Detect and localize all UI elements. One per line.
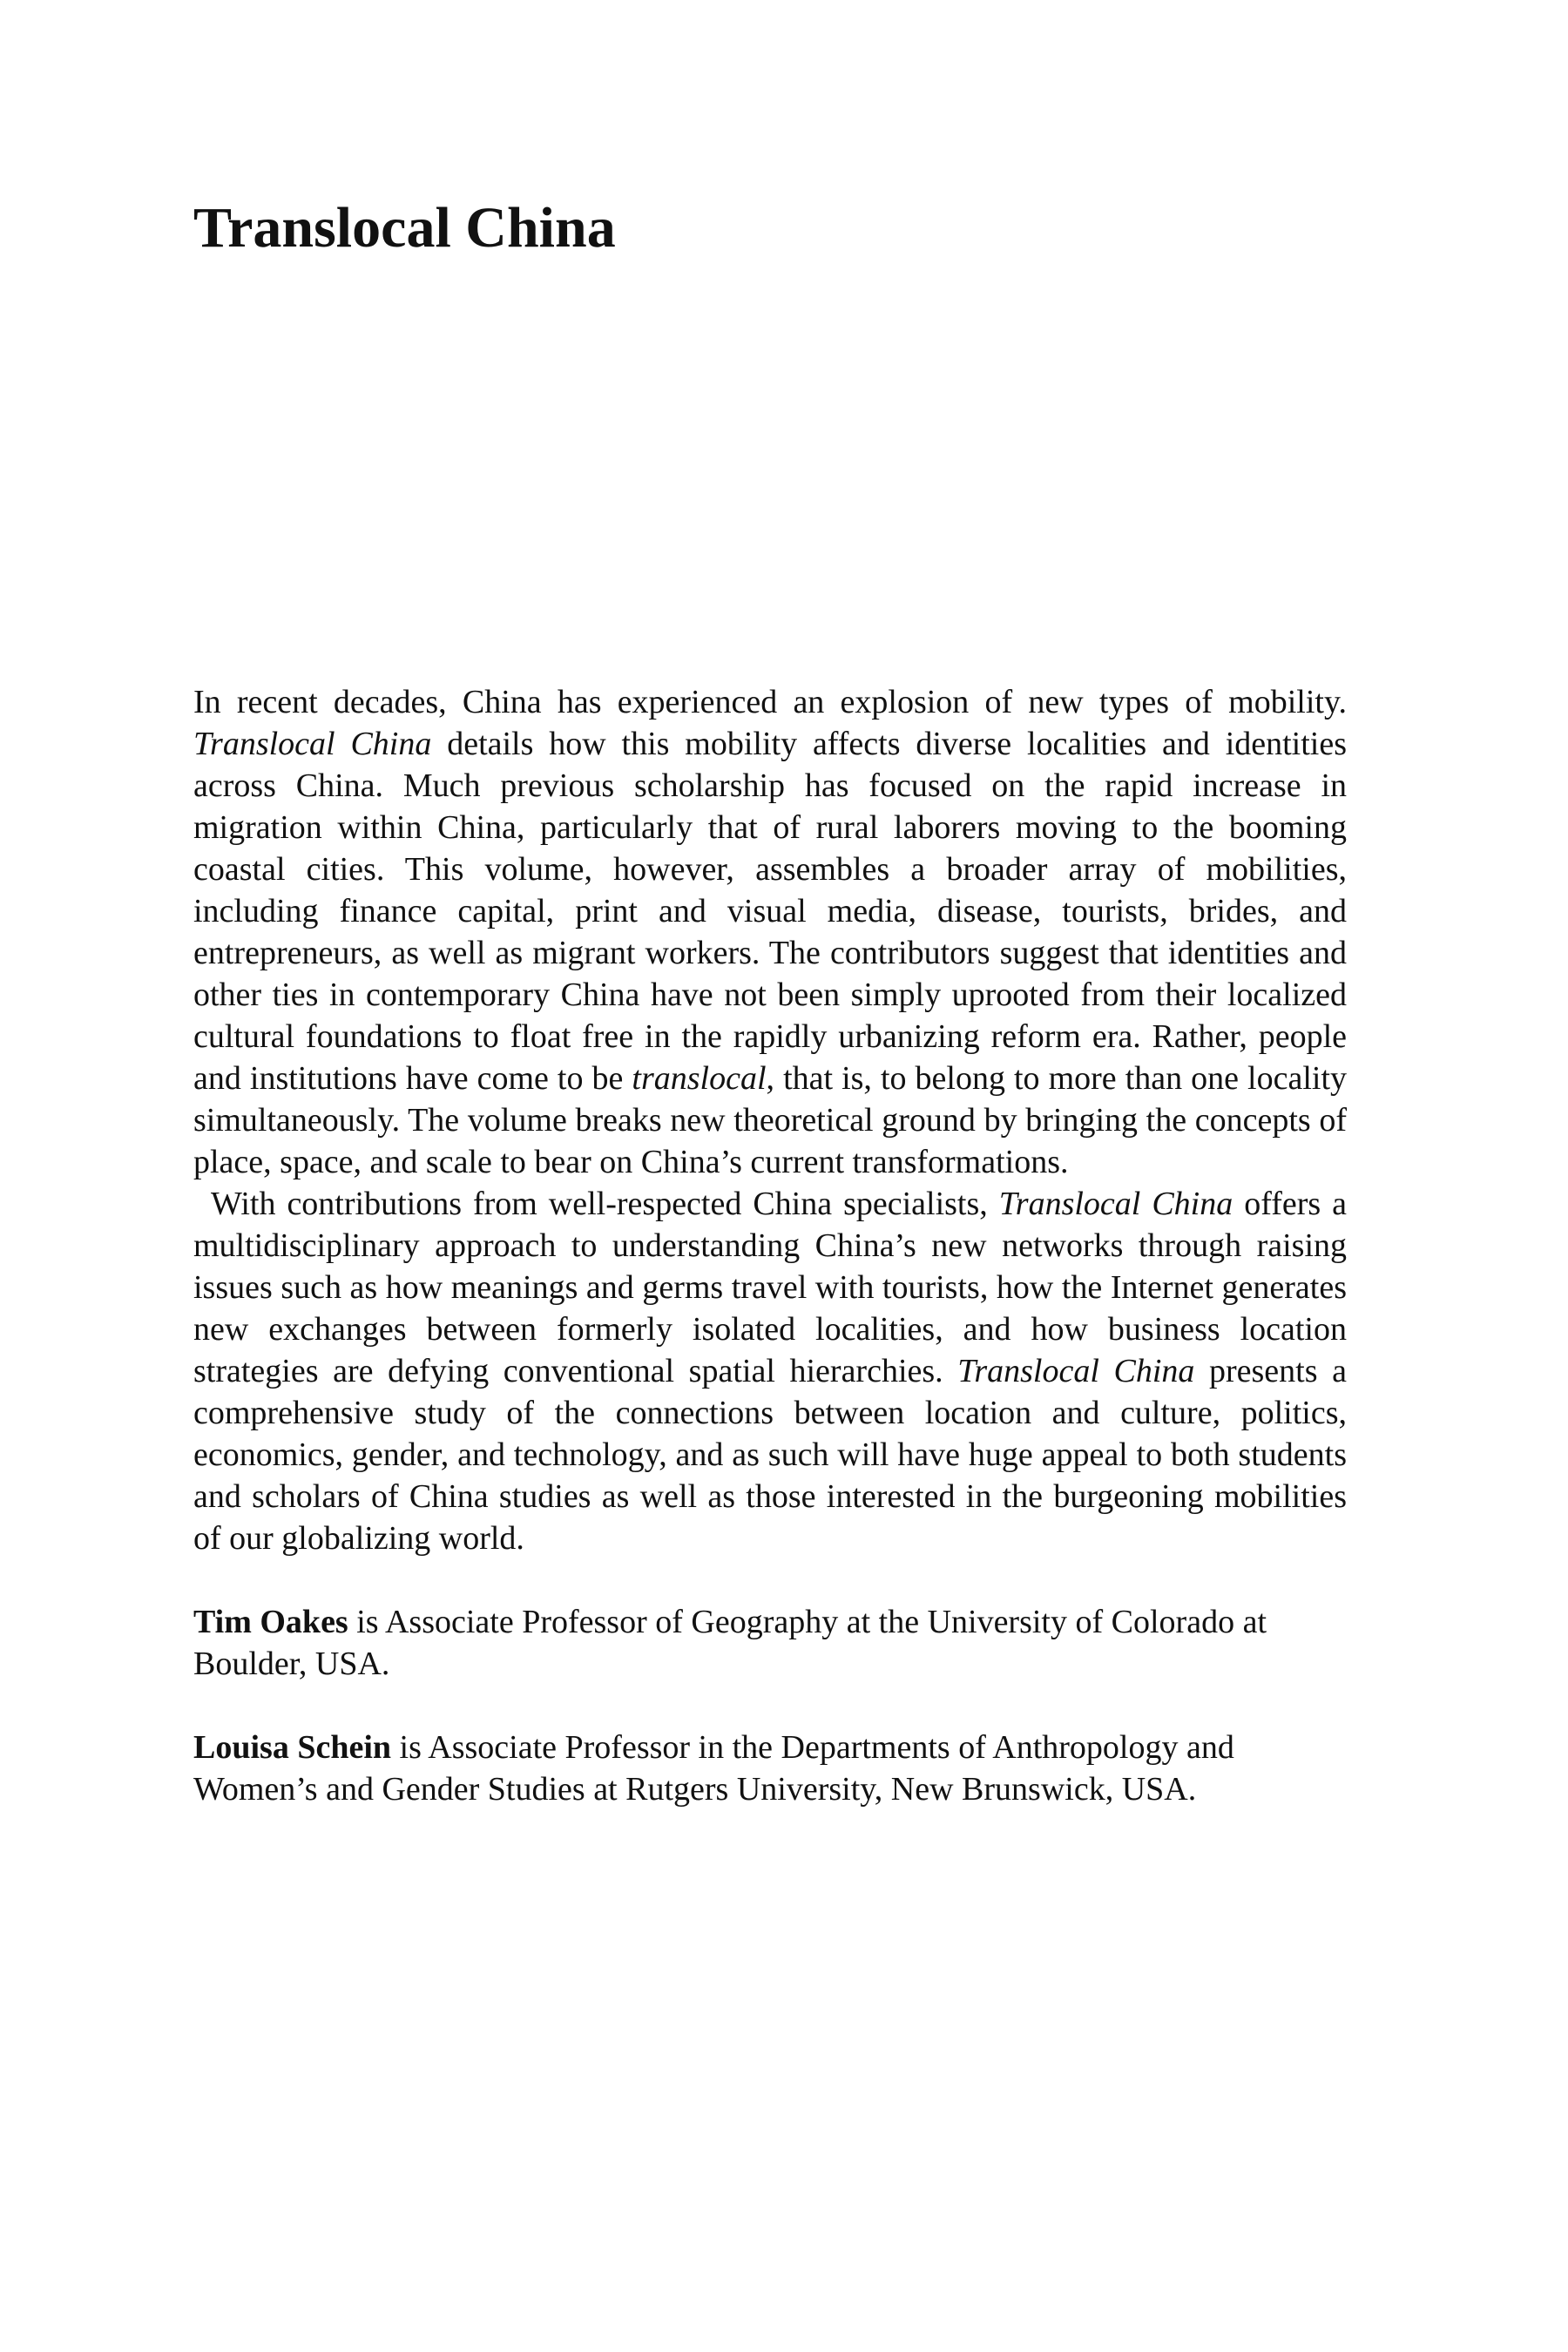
author-bio-text: is Associate Professor in the Departments of Anthropology and Women’s and Gender Studies at Rutgers University, New Brunswick, USA.: [193, 1729, 1234, 1808]
paragraph-1-start: In recent decades, China has experienced an explosion of new types of mobility.: [193, 684, 1347, 720]
book-title-italic: Translocal China: [957, 1353, 1195, 1389]
description-paragraph-1: [193, 681, 1347, 1183]
book-title-italic: Translocal China: [998, 1186, 1233, 1222]
description-block: [193, 681, 1347, 1810]
translocal-term: translocal: [632, 1060, 767, 1097]
author-bio-1: [193, 1601, 1347, 1685]
author-bio-text: is Associate Professor of Geography at the University of Colorado at Boulder, USA.: [193, 1604, 1267, 1682]
description-paragraph-2: [193, 1183, 1347, 1559]
paragraph-1-end: , that is, to belong to more than one locality simultaneously. The volume breaks new theoretical ground by bringing the concepts of place, space, and scale to bear on China’s current transformations.: [193, 1060, 1348, 1180]
paragraph-2-middle: offers a multidisciplinary approach to understanding China’s new networks through raising issues such as how meanings and germs travel with tourists, how the Internet generates new exchanges between formerly isolated localities, and how business location strategies are defying conventional spatial hierarchies.: [193, 1186, 1348, 1389]
paragraph-2-start: With contributions from well-respected China specialists,: [211, 1186, 999, 1222]
page-title: Translocal China: [193, 196, 616, 260]
paragraph-2-end: presents a comprehensive study of the connections between location and culture, politics, economics, gender, and technology, and as such will have huge appeal to both students and scholars of China studies as well as those interested in the burgeoning mobilities of our globalizing world.: [193, 1353, 1347, 1557]
book-title-italic: Translocal China: [193, 726, 432, 762]
author-name: Tim Oakes: [193, 1604, 348, 1640]
paragraph-1-middle: details how this mobility affects diverse localities and identities across China. Much previous scholarship has focused on the rapid increase in migration within China, particularly that of rural laborers moving to the booming coastal cities. This volume, however, assembles a broader array of mobilities, including finance capital, print and visual media, disease, tourists, brides, and entrepreneurs, as well as migrant workers. The contributors suggest that identities and other ties in contemporary China have not been simply uprooted from their localized cultural foundations to float free in the rapidly urbanizing reform era. Rather, people and institutions have come to be: [193, 726, 1347, 1097]
author-name: Louisa Schein: [193, 1729, 392, 1766]
author-bio-2: [193, 1727, 1347, 1810]
